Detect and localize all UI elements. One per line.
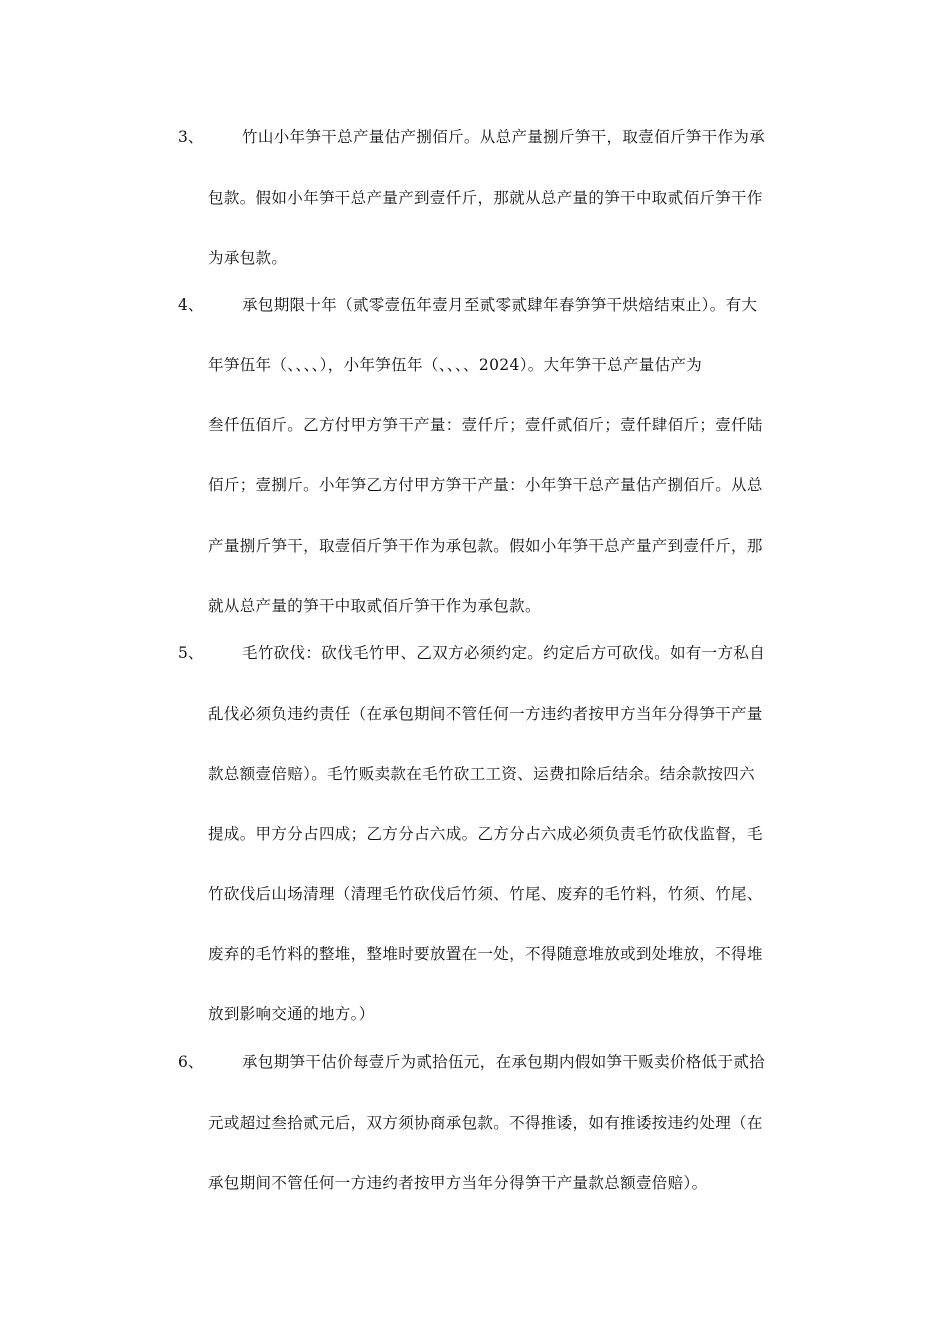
clause-line: 承包期间不管任何一方违约者按甲方当年分得笋干产量款总额壹倍赔）。	[208, 1174, 708, 1192]
clause-line: 包款。假如小年笋干总产量产到壹仟斤，那就从总产量的笋干中取贰佰斤笋干作	[208, 189, 763, 207]
clause-line: 元或超过叁拾贰元后，双方须协商承包款。不得推诿，如有推诿按违约处理（在	[208, 1114, 763, 1132]
clause-line: 竹砍伐后山场清理（清理毛竹砍伐后竹须、竹尾、废弃的毛竹料，竹须、竹尾、	[208, 885, 763, 903]
clause-line: 产量捌斤笋干，取壹佰斤笋干作为承包款。假如小年笋干总产量产到壹仟斤，那	[208, 537, 763, 555]
clause-line: 承包期笋干估价每壹斤为贰拾伍元，在承包期内假如笋干贩卖价格低于贰拾	[242, 1053, 766, 1071]
clause-line: 年笋伍年（、、、、），小年笋伍年（、、、、2024）。大年笋干总产量估产为	[208, 356, 703, 374]
clause-line: 就从总产量的笋干中取贰佰斤笋干作为承包款。	[208, 597, 541, 615]
clause-line: 款总额壹倍赔）。毛竹贩卖款在毛竹砍工工资、运费扣除后结余。结余款按四六	[208, 765, 756, 783]
clause-number: 3、	[178, 128, 204, 146]
clause-line: 废弃的毛竹料的整堆，整堆时要放置在一处，不得随意堆放或到处堆放，不得堆	[208, 945, 763, 963]
clause-line: 承包期限十年（贰零壹伍年壹月至贰零贰肆年春笋笋干烘焙结束止）。有大	[242, 296, 758, 314]
clause-line: 提成。甲方分占四成；乙方分占六成。乙方分占六成必须负责毛竹砍伐监督，毛	[208, 825, 763, 843]
clause-number: 6、	[178, 1053, 204, 1071]
clause-line: 佰斤；壹捌斤。小年笋乙方付甲方笋干产量：小年笋干总产量估产捌佰斤。从总	[208, 476, 763, 494]
clause-line: 为承包款。	[208, 249, 288, 267]
clause-line: 毛竹砍伐：砍伐毛竹甲、乙双方必须约定。约定后方可砍伐。如有一方私自	[242, 644, 766, 662]
clause-line: 放到影响交通的地方。）	[208, 1005, 375, 1023]
clause-line: 乱伐必须负违约责任（在承包期间不管任何一方违约者按甲方当年分得笋干产量	[208, 705, 763, 723]
clause-number: 4、	[178, 296, 204, 314]
clause-line: 竹山小年笋干总产量估产捌佰斤。从总产量捌斤笋干，取壹佰斤笋干作为承	[242, 128, 766, 146]
clause-line: 叁仟伍佰斤。乙方付甲方笋干产量：壹仟斤；壹仟贰佰斤；壹仟肆佰斤；壹仟陆	[208, 416, 763, 434]
clause-number: 5、	[178, 644, 204, 662]
